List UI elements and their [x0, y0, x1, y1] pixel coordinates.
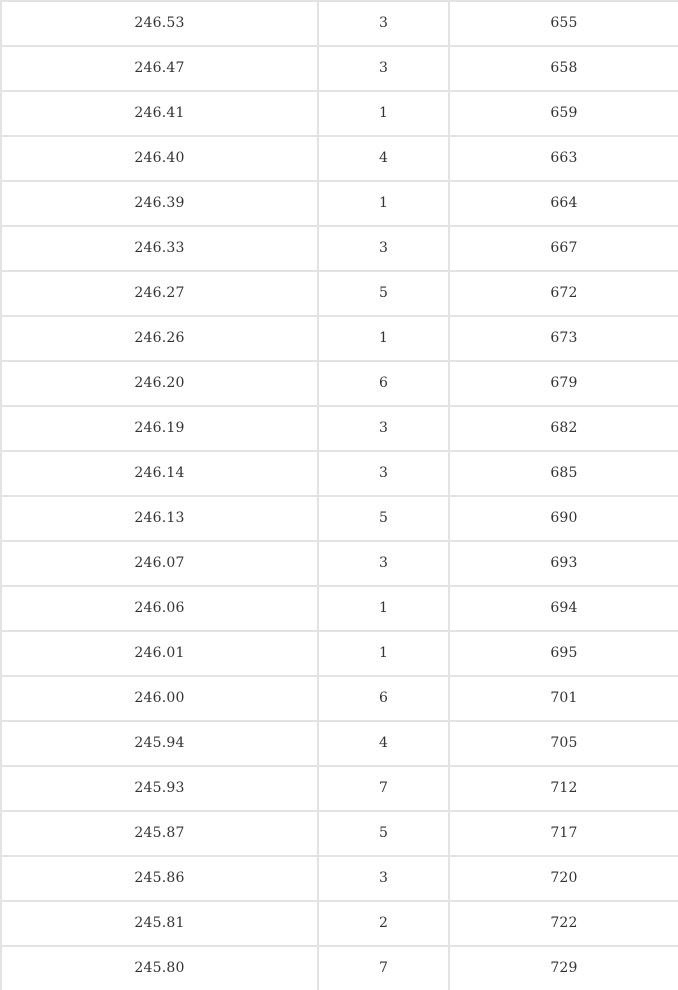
score-cell: 246.13 [1, 496, 318, 541]
score-cell: 246.07 [1, 541, 318, 586]
count-cell: 7 [318, 766, 449, 811]
count-cell: 3 [318, 451, 449, 496]
table-row [1, 316, 678, 361]
cumulative-cell: 695 [449, 631, 678, 676]
cumulative-cell: 720 [449, 856, 678, 901]
cumulative-cell: 663 [449, 136, 678, 181]
table-row [1, 631, 678, 676]
cumulative-cell: 679 [449, 361, 678, 406]
cumulative-cell: 712 [449, 766, 678, 811]
table-row [1, 451, 678, 496]
table-row [1, 136, 678, 181]
cumulative-cell: 685 [449, 451, 678, 496]
cumulative-cell: 658 [449, 46, 678, 91]
count-cell: 4 [318, 136, 449, 181]
score-cell: 245.93 [1, 766, 318, 811]
score-cell: 246.26 [1, 316, 318, 361]
cumulative-cell: 729 [449, 946, 678, 990]
score-cell: 246.00 [1, 676, 318, 721]
cumulative-cell: 722 [449, 901, 678, 946]
score-cell: 246.40 [1, 136, 318, 181]
count-cell: 3 [318, 1, 449, 46]
count-cell: 5 [318, 811, 449, 856]
cumulative-cell: 655 [449, 1, 678, 46]
score-cell: 246.47 [1, 46, 318, 91]
cumulative-cell: 667 [449, 226, 678, 271]
score-cell: 246.06 [1, 586, 318, 631]
count-cell: 1 [318, 586, 449, 631]
table-row [1, 496, 678, 541]
count-cell: 6 [318, 361, 449, 406]
score-cell: 246.33 [1, 226, 318, 271]
cumulative-cell: 701 [449, 676, 678, 721]
cumulative-cell: 694 [449, 586, 678, 631]
table-row [1, 856, 678, 901]
table-row [1, 766, 678, 811]
count-cell: 7 [318, 946, 449, 990]
count-cell: 3 [318, 406, 449, 451]
table-row [1, 271, 678, 316]
count-cell: 1 [318, 91, 449, 136]
table-row [1, 226, 678, 271]
score-cell: 246.20 [1, 361, 318, 406]
score-cell: 245.80 [1, 946, 318, 990]
count-cell: 3 [318, 856, 449, 901]
count-cell: 3 [318, 541, 449, 586]
table-row [1, 676, 678, 721]
score-cell: 245.86 [1, 856, 318, 901]
count-cell: 5 [318, 271, 449, 316]
count-cell: 1 [318, 631, 449, 676]
cumulative-cell: 705 [449, 721, 678, 766]
score-cell: 246.53 [1, 1, 318, 46]
count-cell: 6 [318, 676, 449, 721]
score-cell: 245.94 [1, 721, 318, 766]
score-cell: 245.87 [1, 811, 318, 856]
count-cell: 1 [318, 316, 449, 361]
cumulative-cell: 673 [449, 316, 678, 361]
table-row [1, 721, 678, 766]
score-cell: 246.41 [1, 91, 318, 136]
cumulative-cell: 659 [449, 91, 678, 136]
score-cell: 246.19 [1, 406, 318, 451]
cumulative-cell: 693 [449, 541, 678, 586]
table-row [1, 586, 678, 631]
cumulative-cell: 672 [449, 271, 678, 316]
count-cell: 3 [318, 226, 449, 271]
table-row [1, 181, 678, 226]
table-row [1, 46, 678, 91]
table-row [1, 91, 678, 136]
table-row [1, 406, 678, 451]
table-body [1, 1, 678, 990]
score-cell: 245.81 [1, 901, 318, 946]
table-row [1, 541, 678, 586]
count-cell: 5 [318, 496, 449, 541]
score-cell: 246.01 [1, 631, 318, 676]
score-cell: 246.14 [1, 451, 318, 496]
table-row [1, 1, 678, 46]
count-cell: 1 [318, 181, 449, 226]
count-cell: 3 [318, 46, 449, 91]
table-row [1, 946, 678, 990]
cumulative-cell: 682 [449, 406, 678, 451]
cumulative-cell: 717 [449, 811, 678, 856]
score-cell: 246.39 [1, 181, 318, 226]
table-row [1, 361, 678, 406]
score-cell: 246.27 [1, 271, 318, 316]
cumulative-cell: 690 [449, 496, 678, 541]
table-row [1, 811, 678, 856]
count-cell: 2 [318, 901, 449, 946]
count-cell: 4 [318, 721, 449, 766]
cumulative-cell: 664 [449, 181, 678, 226]
table-row [1, 901, 678, 946]
